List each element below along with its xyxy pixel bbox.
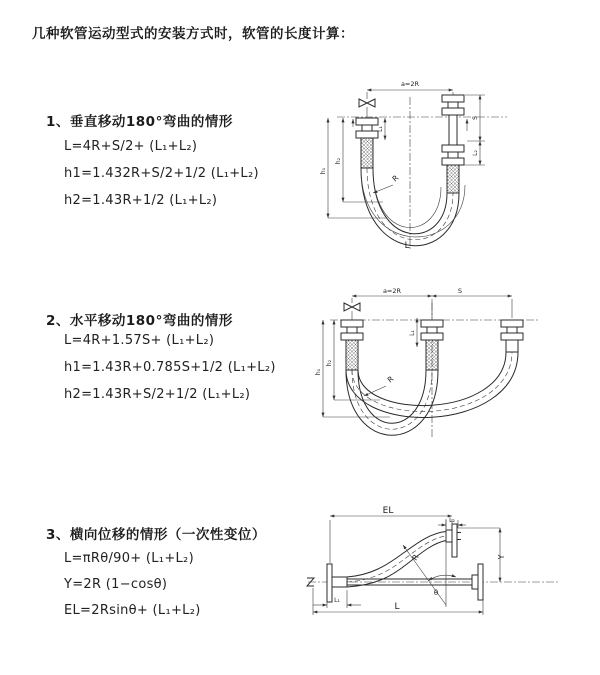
d2-dim-l1-label: L₁ <box>409 330 416 336</box>
d1-dim-s-label: S <box>472 116 479 120</box>
section-2-formula-h1: h1=1.43R+0.785S+1/2 (L₁+L₂) <box>64 360 276 375</box>
d1-length-label: L <box>404 241 410 251</box>
d3-angle-label: θ <box>433 589 439 597</box>
diagram-vertical-180-bend <box>315 75 590 255</box>
d1-right-end-fitting <box>442 95 464 193</box>
diagram-lateral-displacement <box>300 503 590 633</box>
d2-right-end-fitting <box>501 320 523 352</box>
section-3-formula-L: L=πRθ/90+ (L₁+L₂) <box>64 551 194 566</box>
d1-dim-a-label: a=2R <box>400 80 420 88</box>
d3-dim-l1-label: L₁ <box>334 597 340 604</box>
d1-dim-h2-label: h₂ <box>335 157 342 165</box>
d2-left-end-fitting <box>341 320 363 370</box>
d3-dim-el-label: EL <box>382 506 394 516</box>
d1-dim-l1-label: L₁ <box>377 126 384 132</box>
d1-dim-l2-label: L₂ <box>472 150 479 156</box>
d3-radius-label: R <box>410 552 421 563</box>
d1-radius-label: R <box>390 173 401 184</box>
d2-dim-h2-label: h₂ <box>326 359 333 367</box>
d1-radius-callout <box>373 173 400 193</box>
section-3-heading: 3、横向位移的情形（一次性变位） <box>46 527 266 543</box>
d3-dim-l-label: L <box>394 602 400 612</box>
section-3-formula-EL: EL=2Rsinθ+ (L₁+L₂) <box>64 603 201 618</box>
d2-dim-h1-label: h₁ <box>315 368 322 376</box>
d1-left-end-fitting <box>356 118 378 168</box>
d3-dimensions <box>313 506 506 615</box>
diagram-horizontal-180-bend <box>310 285 595 465</box>
section-1-heading: 1、垂直移动180°弯曲的情形 <box>46 114 233 130</box>
d3-dim-l2-label: L₂ <box>449 517 455 524</box>
d2-valve-icon <box>344 298 360 320</box>
d3-dim-y-label: Y <box>497 554 506 560</box>
d2-dim-s-label: S <box>457 287 463 295</box>
d2-radius-callout <box>364 374 395 396</box>
section-2-formula-h2: h2=1.43R+S/2+1/2 (L₁+L₂) <box>64 387 251 402</box>
d2-middle-end-fitting <box>421 320 443 370</box>
d2-dim-a-label: a=2R <box>382 287 402 295</box>
d1-valve-icon <box>359 92 375 117</box>
d1-dim-h1-label: h₁ <box>320 167 327 175</box>
section-1-formula-L: L=4R+S/2+ (L₁+L₂) <box>64 139 198 154</box>
section-2-heading: 2、水平移动180°弯曲的情形 <box>46 313 233 329</box>
section-3-formula-Y: Y=2R (1−cosθ) <box>64 577 168 592</box>
d3-upper-flange <box>446 524 457 557</box>
d2-radius-label: R <box>385 374 396 385</box>
section-1-formula-h1: h1=1.432R+S/2+1/2 (L₁+L₂) <box>64 166 259 181</box>
page-title: 几种软管运动型式的安装方式时，软管的长度计算： <box>32 26 354 42</box>
section-1-formula-h2: h2=1.43R+1/2 (L₁+L₂) <box>64 193 218 208</box>
section-2-formula-L: L=4R+1.57S+ (L₁+L₂) <box>64 333 215 348</box>
